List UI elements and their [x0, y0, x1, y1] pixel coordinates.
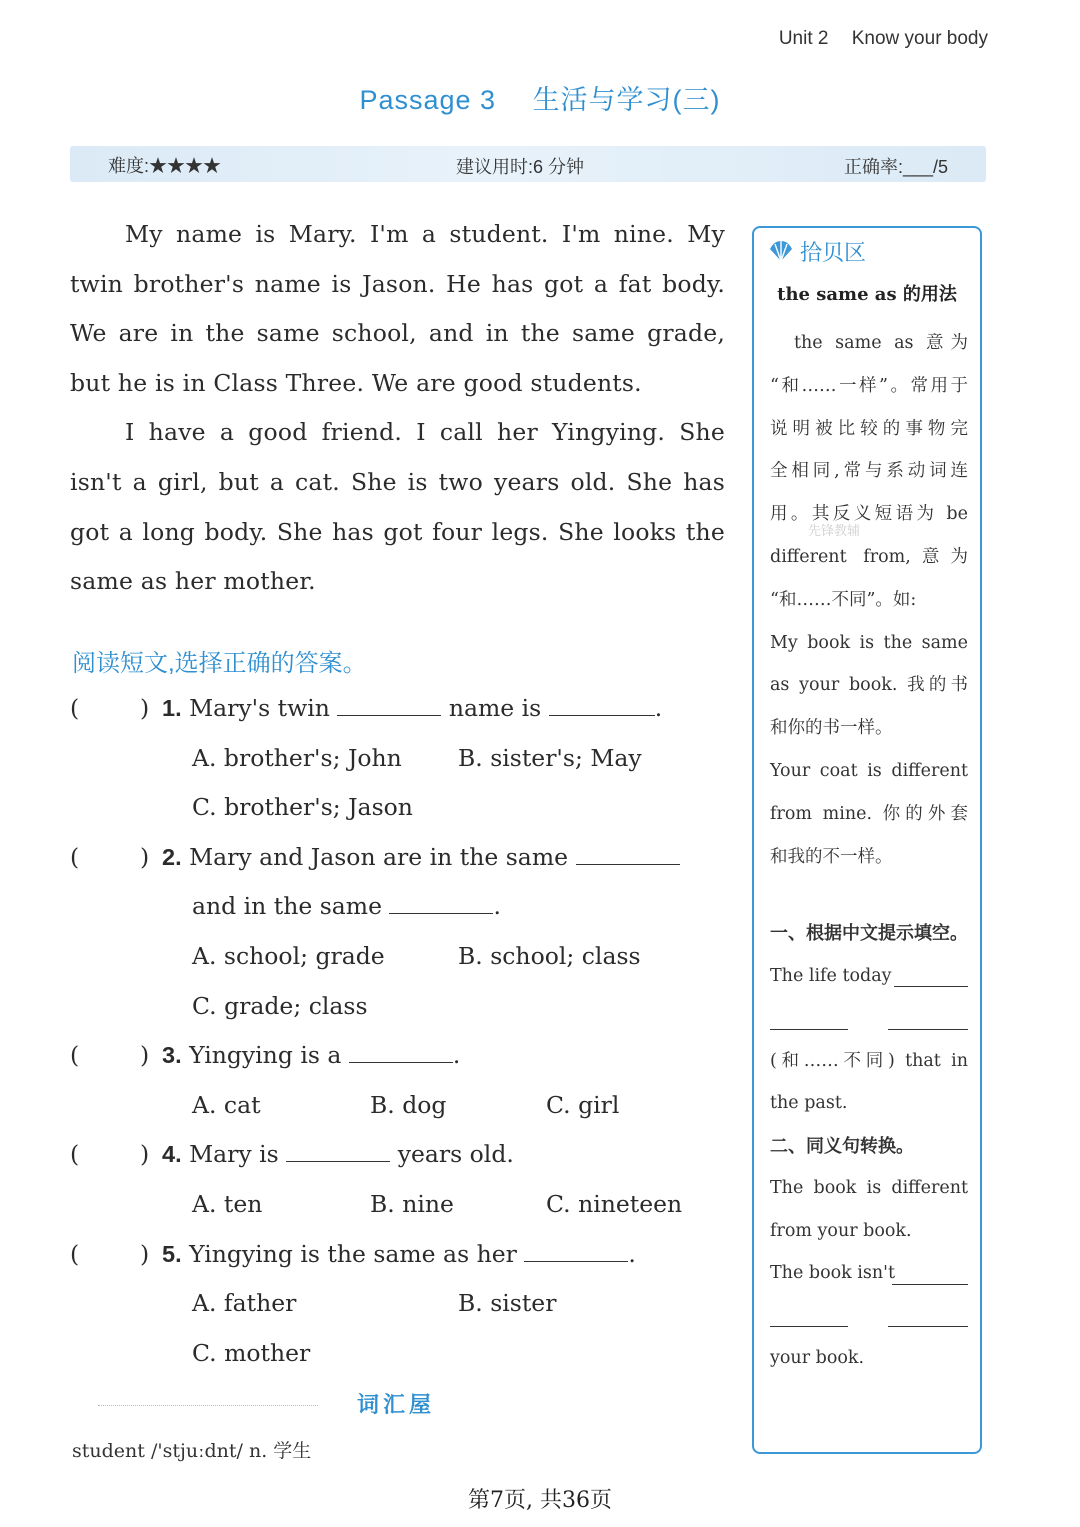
unit-number: Unit 2: [778, 28, 829, 49]
page-number: 第7页, 共36页: [468, 1488, 612, 1513]
exercise-2-line: from your book.: [770, 1220, 912, 1241]
exercise-1-end: the past.: [770, 1093, 848, 1113]
sidebar-line: as your book. 我的书: [770, 675, 968, 696]
sidebar-line: “和……一样”。常用于: [770, 375, 968, 396]
options-row: [70, 932, 730, 982]
answer-blank: [888, 1011, 968, 1030]
option-c: C. nineteen: [546, 1189, 683, 1218]
answer-paren-close: ): [140, 1239, 150, 1268]
exercise-1-blanks: [770, 997, 968, 1040]
option-b: B. nine: [370, 1189, 454, 1218]
answer-paren-open: (: [70, 1239, 80, 1268]
answer-blank: [524, 1239, 628, 1262]
exercise-2-line: The book is different: [770, 1178, 968, 1198]
exercise-1-line: [770, 955, 968, 998]
answer-paren-close: ): [140, 1140, 150, 1169]
options-row: [70, 734, 730, 784]
question-3: [70, 1031, 730, 1081]
info-bar: [70, 146, 986, 182]
sidebar-line: 用。其反义短语为 be: [770, 504, 968, 525]
option-a: A. cat: [192, 1090, 261, 1119]
options-row: [70, 783, 730, 833]
options-row: [70, 1081, 730, 1131]
answer-paren-close: ): [140, 694, 150, 722]
option-c: C. brother's; Jason: [192, 793, 413, 822]
passage-label: Passage 3: [359, 85, 497, 115]
answer-blank: [549, 693, 655, 716]
option-b: B. sister: [458, 1289, 557, 1318]
question-text: Mary's twin: [189, 694, 330, 722]
option-b: B. sister's; May: [458, 743, 642, 772]
watermark: 先锋教辅: [808, 523, 861, 538]
sidebar-heading-text: 拾贝区: [800, 240, 867, 265]
sidebar-tips: [752, 226, 982, 1454]
sidebar-line: the same as 意为: [794, 333, 968, 353]
suggested-time: 建议用时:6 分钟: [456, 157, 585, 177]
difficulty-rating: 难度:★★★★: [108, 156, 222, 176]
question-end: .: [452, 1041, 461, 1070]
options-row: [70, 982, 730, 1032]
option-c: C. mother: [192, 1338, 311, 1367]
option-a: A. father: [192, 1289, 297, 1318]
exercise-2-end: your book.: [770, 1348, 865, 1368]
option-c: C. girl: [546, 1090, 620, 1119]
question-number: 2.: [162, 843, 182, 870]
exercise-text: The life today: [770, 965, 892, 986]
question-number: 1.: [162, 695, 182, 721]
question-text: and in the same: [192, 892, 382, 921]
options-row: [70, 1329, 730, 1379]
sidebar-subtitle: the same as 的用法: [777, 284, 957, 305]
question-end: .: [493, 892, 501, 921]
sidebar-line: 说明被比较的事物完: [770, 418, 968, 439]
sidebar-line: “和……不同”。如:: [770, 589, 917, 610]
shell-icon: [768, 239, 794, 269]
answer-paren-open: (: [70, 842, 80, 871]
answer-blank: [349, 1040, 453, 1063]
answer-blank: [389, 891, 493, 914]
divider: [98, 1405, 318, 1406]
sidebar-line: My book is the same: [770, 632, 968, 653]
vocab-entry: student /'stjuːdnt/ n. 学生: [72, 1440, 312, 1462]
exercise-2-heading: 二、同义句转换。: [770, 1135, 914, 1156]
question-instruction: 阅读短文,选择正确的答案。: [72, 650, 367, 677]
exercise-1-heading: 一、根据中文提示填空。: [770, 923, 968, 943]
options-row: [70, 1279, 730, 1329]
sidebar-explanation: [770, 322, 968, 878]
question-5: [70, 1230, 730, 1280]
sidebar-line: 和你的书一样。: [770, 718, 893, 739]
passage-subtitle: 生活与学习(三): [532, 85, 721, 115]
option-a: A. brother's; John: [192, 743, 402, 772]
question-list: [70, 684, 730, 1378]
question-text: Yingying is a: [189, 1041, 342, 1070]
question-end: .: [628, 1239, 636, 1268]
answer-paren-close: ): [140, 842, 150, 871]
passage-paragraph-2: I have a good friend. I call her Yingying. She isn't a girl, but a cat. She is two years old. She has got a long body. She has got four legs. She looks the same as her mother.: [70, 418, 725, 596]
option-b: B. school; class: [458, 941, 641, 970]
exercise-1-hint: (和……不同) that in: [770, 1050, 968, 1071]
option-b: B. dog: [370, 1090, 447, 1119]
sidebar-line: 和我的不一样。: [770, 846, 893, 867]
sidebar-line: different from,意为: [770, 546, 968, 567]
reading-passage: [70, 210, 725, 607]
question-number: 5.: [162, 1240, 182, 1267]
page-title: [0, 78, 1080, 117]
sidebar-exercises: [770, 912, 968, 1380]
answer-paren-open: (: [70, 1041, 80, 1070]
sidebar-line: Your coat is different: [770, 760, 968, 781]
answer-blank: [337, 693, 441, 716]
option-a: A. school; grade: [192, 941, 385, 970]
question-text: years old.: [397, 1140, 514, 1169]
answer-blank: [770, 1308, 848, 1327]
answer-blank: [286, 1139, 390, 1162]
sidebar-heading: [768, 236, 866, 269]
option-a: A. ten: [192, 1189, 263, 1218]
exercise-2-line: [770, 1252, 968, 1295]
option-c: C. grade; class: [192, 991, 368, 1020]
answer-paren-close: ): [140, 1041, 150, 1070]
question-number: 4.: [162, 1141, 182, 1168]
question-text: Mary is: [189, 1140, 279, 1169]
question-4: [70, 1130, 730, 1180]
accuracy-rate: 正确率:___/5: [843, 157, 948, 177]
question-1: [70, 684, 730, 734]
unit-header: [779, 28, 988, 50]
question-number: 3.: [162, 1042, 182, 1069]
answer-paren-open: (: [70, 1140, 80, 1169]
sidebar-line: from mine. 你的外套: [770, 803, 968, 824]
question-end: .: [654, 694, 663, 722]
options-row: [70, 1180, 730, 1230]
answer-blank: [770, 1011, 848, 1030]
answer-blank: [892, 1266, 968, 1285]
vocab-title: 词汇屋: [357, 1392, 436, 1417]
question-2-continued: [70, 882, 730, 932]
question-2: [70, 833, 730, 883]
answer-blank: [576, 842, 680, 865]
answer-blank: [888, 1308, 968, 1327]
sidebar-line: 全相同,常与系动词连: [770, 461, 968, 482]
passage-paragraph-1: My name is Mary. I'm a student. I'm nine. My twin brother's name is Jason. He has got a fat body. We are in the same school, and in the same grade, but he is in Class Three. We are good students.: [70, 220, 725, 397]
question-text: Mary and Jason are in the same: [189, 842, 569, 871]
answer-paren-open: (: [70, 694, 80, 722]
question-text: name is: [448, 694, 542, 722]
question-text: Yingying is the same as her: [189, 1239, 517, 1268]
exercise-2-blanks: [770, 1295, 968, 1338]
exercise-text: The book isn't: [770, 1263, 895, 1283]
unit-title: Know your body: [851, 28, 988, 49]
answer-blank: [894, 968, 968, 987]
